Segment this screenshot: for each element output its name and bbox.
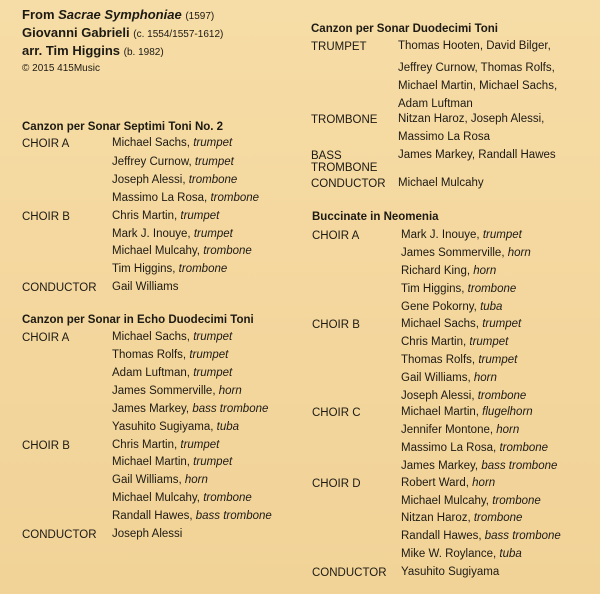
instrument: bass trombone [484,530,561,542]
role-label: TRUMPET [311,41,367,53]
instrument: bass trombone [195,510,272,522]
section-title: Canzon per Sonar Duodecimi Toni [311,23,498,35]
performer-name: Joseph Alessi, [112,174,189,186]
instrument: trumpet [194,156,234,168]
instrument: trombone [477,390,527,402]
performer-line [112,210,219,222]
performer-line [401,406,533,418]
instrument: horn [473,265,497,277]
instrument: horn [507,247,531,259]
instrument: horn [184,474,208,486]
performer-line [401,283,516,295]
instrument: trombone [178,263,228,275]
performer-line [401,442,548,454]
performer-line [112,156,234,168]
performer-line [112,367,232,379]
performer-name: Randall Hawes, [112,510,196,522]
performer-line [401,548,522,560]
instrument: trombone [499,442,549,454]
arranger-years: (b. 1982) [123,47,164,58]
performer-name: Mark J. Inouye, [112,228,194,240]
performer-line [401,424,519,436]
performer-name: Massimo La Rosa [398,131,491,143]
instrument: trumpet [482,229,522,241]
role-label: CHOIR A [22,332,70,344]
role-label: CONDUCTOR [22,529,97,541]
source-prefix: From [22,7,59,22]
performer-name: Tim Higgins, [112,263,179,275]
performer-name: Yasuhito Sugiyama, [112,421,217,433]
role-label: CONDUCTOR [311,178,386,190]
instrument: trombone [467,283,517,295]
performer-name: Michael Sachs, [112,331,194,343]
instrument: trumpet [180,210,220,222]
source-year: (1597) [185,11,215,22]
section-title: Canzon per Sonar in Echo Duodecimi Toni [22,314,254,326]
performer-line [112,174,237,186]
composer-line [22,25,223,42]
performer-line [112,403,268,415]
instrument: trombone [492,495,541,507]
performer-name: Chris Martin, [401,336,470,348]
performer-line [398,40,551,52]
section-title: Buccinate in Neomenia [312,211,439,223]
section-title: Canzon per Sonar Septimi Toni No. 2 [22,121,224,133]
performer-name: Michael Sachs, [401,318,483,330]
performer-name: Robert Ward, [401,477,473,489]
role-label: CHOIR A [312,230,360,242]
performer-line [401,265,496,277]
performer-name: Gail Williams [112,281,179,293]
performer-line [112,349,228,361]
performer-name: James Markey, Randall Hawes [398,149,556,161]
instrument: trumpet [469,336,509,348]
source-line [22,7,214,24]
performer-name: Thomas Rolfs, [401,354,479,366]
instrument: trombone [188,174,238,186]
instrument: horn [473,372,497,384]
performer-line [401,566,499,578]
performer-line [112,228,233,240]
instrument: trumpet [193,456,233,468]
instrument: horn [218,385,242,397]
performer-line [112,421,239,433]
role-label: CHOIR B [312,319,360,331]
performer-line [398,131,490,143]
performer-name: Gail Williams, [112,474,185,486]
performer-name: James Markey, [112,403,193,415]
performer-name: Michael Martin, Michael Sachs, [398,80,558,92]
performer-line [112,245,252,257]
performer-name: Mark J. Inouye, [401,229,483,241]
instrument: trombone [203,492,252,504]
instrument: bass trombone [192,403,269,415]
performer-line [398,98,473,110]
performer-line [112,528,182,540]
performer-name: Mike W. Roylance, [401,548,500,560]
performer-name: Michael Martin, [401,406,483,418]
performer-line [112,439,219,451]
performer-line [112,385,242,397]
role-label: CHOIR D [312,478,361,490]
performer-name: James Sommerville, [112,385,219,397]
instrument: trombone [210,192,260,204]
role-label: CONDUCTOR [22,282,97,294]
performer-name: Nitzan Haroz, Joseph Alessi, [398,113,545,125]
performer-line [401,354,517,366]
performer-name: Nitzan Haroz, [401,512,474,524]
performer-name: Massimo La Rosa, [112,192,211,204]
performer-name: Michael Mulcahy, [112,245,204,257]
instrument: horn [472,477,496,489]
performer-name: Richard King, [401,265,474,277]
performer-line [398,113,544,125]
role-label: CHOIR B [22,440,70,452]
performer-name: Michael Sachs, [112,137,194,149]
instrument: bass trombone [481,460,558,472]
composer-name: Giovanni Gabrieli [22,25,130,40]
performer-line [112,137,232,149]
role-label: TROMBONE [311,114,378,126]
performer-name: Chris Martin, [112,210,181,222]
performer-line [401,512,522,524]
copyright: © 2015 415Music [22,63,100,74]
instrument: tuba [499,548,522,560]
performer-name: Joseph Alessi, [401,390,478,402]
composer-years: (c. 1554/1557-1612) [133,29,224,40]
instrument: trumpet [478,354,518,366]
instrument: tuba [216,421,240,433]
source-title: Sacrae Symphoniae [58,7,182,22]
instrument: horn [496,424,520,436]
instrument: trumpet [193,331,233,343]
instrument: trumpet [193,228,233,240]
role-label: CHOIR A [22,138,70,150]
performer-line [112,192,259,204]
performer-name: James Markey, [401,460,482,472]
performer-line [401,301,502,313]
performer-name: Adam Luftman, [112,367,194,379]
performer-name: James Sommerville, [401,247,508,259]
instrument: trumpet [482,318,522,330]
performer-name: Adam Luftman [398,98,473,110]
performer-line [398,62,555,74]
performer-line [112,510,272,522]
instrument: trombone [203,245,252,257]
performer-name: Tim Higgins, [401,283,468,295]
arranger-name: arr. Tim Higgins [22,43,121,58]
performer-line [401,477,495,489]
arranger-line [22,43,164,60]
performer-line [398,80,557,92]
instrument: trumpet [189,349,229,361]
performer-name: Michael Mulcahy, [401,495,493,507]
performer-name: Gail Williams, [401,372,474,384]
performer-line [401,530,561,542]
performer-line [401,247,531,259]
role-label: CHOIR B [22,211,70,223]
performer-name: Michael Mulcahy, [112,492,204,504]
performer-name: Joseph Alessi [112,528,183,540]
role-label: CONDUCTOR [312,567,387,579]
performer-name: Randall Hawes, [401,530,485,542]
performer-line [112,331,232,343]
performer-name: Chris Martin, [112,439,181,451]
performer-name: Yasuhito Sugiyama [401,566,500,578]
instrument: trumpet [193,367,233,379]
instrument: trumpet [180,439,220,451]
performer-line [401,390,526,402]
performer-name: Gene Pokorny, [401,301,481,313]
performer-line [112,263,227,275]
performer-line [401,336,508,348]
performer-line [112,281,178,293]
performer-line [112,456,232,468]
performer-line [112,492,252,504]
performer-line [401,372,497,384]
performer-line [401,229,522,241]
performer-name: Michael Mulcahy [398,177,484,189]
performer-name: Jeffrey Curnow, [112,156,195,168]
performer-line [401,460,557,472]
performer-line [401,318,521,330]
role-label: BASS TROMBONE [311,150,378,174]
instrument: trumpet [193,137,233,149]
performer-name: Jennifer Montone, [401,424,497,436]
performer-name: Jeffrey Curnow, Thomas Rolfs, [398,62,555,74]
instrument: trombone [473,512,523,524]
role-label: CHOIR C [312,407,361,419]
instrument: tuba [480,301,503,313]
performer-line [401,495,541,507]
performer-line [112,474,208,486]
performer-name: Michael Martin, [112,456,194,468]
performer-line [398,149,556,161]
instrument: flugelhorn [482,406,533,418]
performer-name: Thomas Hooten, David Bilger, [398,40,551,52]
performer-name: Massimo La Rosa, [401,442,500,454]
performer-line [398,177,484,189]
performer-name: Thomas Rolfs, [112,349,190,361]
